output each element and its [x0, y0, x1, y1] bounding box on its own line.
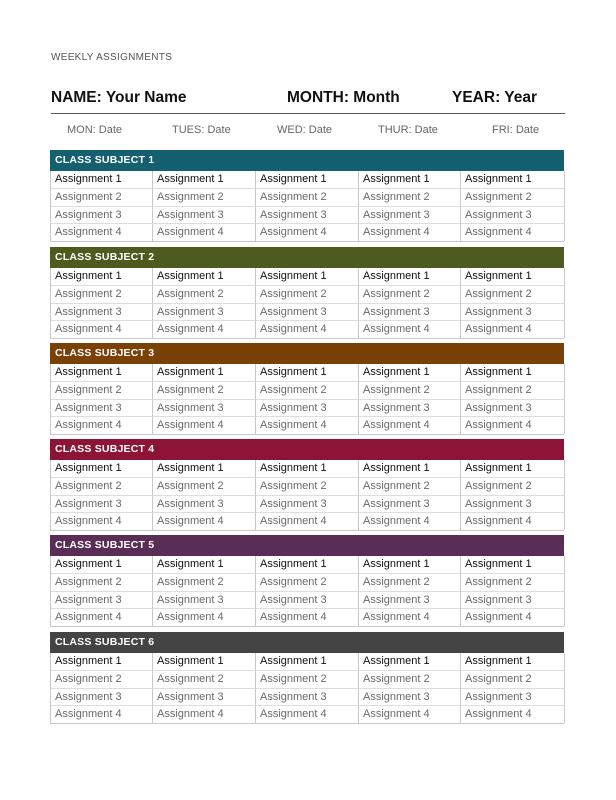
assignment-cell[interactable]: Assignment 3 — [359, 206, 461, 223]
assignment-cell[interactable]: Assignment 3 — [461, 495, 565, 512]
assignment-cell[interactable]: Assignment 4 — [359, 320, 461, 337]
assignment-cell[interactable]: Assignment 3 — [256, 399, 359, 416]
assignment-cell[interactable]: Assignment 3 — [256, 688, 359, 705]
assignment-cell[interactable]: Assignment 2 — [153, 188, 256, 205]
day-mon[interactable]: MON: Date — [67, 124, 123, 136]
assignment-cell[interactable]: Assignment 2 — [359, 573, 461, 590]
assignment-cell[interactable]: Assignment 4 — [359, 512, 461, 529]
assignment-cell[interactable]: Assignment 4 — [51, 223, 153, 240]
assignment-cell[interactable]: Assignment 3 — [256, 591, 359, 608]
assignment-cell[interactable]: Assignment 4 — [256, 705, 359, 722]
assignment-cell[interactable]: Assignment 3 — [461, 303, 565, 320]
subject-header: CLASS SUBJECT 4 — [50, 439, 564, 460]
header-divider — [51, 113, 565, 114]
assignment-cell[interactable]: Assignment 3 — [256, 303, 359, 320]
assignment-cell[interactable]: Assignment 2 — [153, 670, 256, 687]
assignment-cell[interactable]: Assignment 3 — [359, 688, 461, 705]
subject-header: CLASS SUBJECT 5 — [50, 535, 564, 556]
assignment-cell[interactable]: Assignment 2 — [256, 188, 359, 205]
assignment-cell[interactable]: Assignment 3 — [153, 495, 256, 512]
assignment-cell[interactable]: Assignment 2 — [359, 381, 461, 398]
assignment-cell[interactable]: Assignment 3 — [359, 591, 461, 608]
assignment-cell[interactable]: Assignment 3 — [51, 399, 153, 416]
assignment-cell[interactable]: Assignment 4 — [256, 512, 359, 529]
subject-block — [50, 535, 564, 627]
assignment-cell[interactable]: Assignment 4 — [461, 320, 565, 337]
assignment-cell[interactable]: Assignment 3 — [461, 591, 565, 608]
assignment-cell[interactable]: Assignment 4 — [461, 512, 565, 529]
document-label: WEEKLY ASSIGNMENTS — [51, 52, 173, 63]
assignment-cell[interactable]: Assignment 4 — [256, 320, 359, 337]
subject-header: CLASS SUBJECT 6 — [50, 632, 564, 653]
assignment-cell[interactable]: Assignment 2 — [256, 573, 359, 590]
assignment-grid — [50, 364, 564, 435]
assignment-cell[interactable]: Assignment 1 — [256, 268, 359, 285]
subject-block — [50, 343, 564, 435]
assignment-grid — [50, 653, 564, 724]
assignment-cell[interactable]: Assignment 3 — [461, 399, 565, 416]
assignment-cell[interactable]: Assignment 2 — [256, 477, 359, 494]
assignment-cell[interactable]: Assignment 1 — [51, 653, 153, 670]
assignment-cell[interactable]: Assignment 1 — [359, 171, 461, 188]
assignment-cell[interactable]: Assignment 3 — [51, 206, 153, 223]
assignment-cell[interactable]: Assignment 4 — [153, 320, 256, 337]
day-tues[interactable]: TUES: Date — [172, 124, 231, 136]
assignment-cell[interactable]: Assignment 2 — [461, 285, 565, 302]
assignment-cell[interactable]: Assignment 4 — [359, 608, 461, 625]
day-thur[interactable]: THUR: Date — [378, 124, 438, 136]
assignment-cell[interactable]: Assignment 4 — [461, 608, 565, 625]
assignment-cell[interactable]: Assignment 4 — [461, 416, 565, 433]
assignment-cell[interactable]: Assignment 4 — [51, 705, 153, 722]
assignment-cell[interactable]: Assignment 2 — [359, 670, 461, 687]
assignment-cell[interactable]: Assignment 2 — [359, 285, 461, 302]
subject-block — [50, 150, 564, 242]
assignment-cell[interactable]: Assignment 1 — [51, 171, 153, 188]
assignment-cell[interactable]: Assignment 2 — [153, 573, 256, 590]
assignment-cell[interactable]: Assignment 4 — [256, 416, 359, 433]
assignment-cell[interactable]: Assignment 1 — [461, 653, 565, 670]
assignment-cell[interactable]: Assignment 4 — [51, 512, 153, 529]
name-field[interactable]: NAME: Your Name — [51, 89, 187, 106]
assignment-grid — [50, 556, 564, 627]
assignment-cell[interactable]: Assignment 4 — [153, 608, 256, 625]
assignment-cell[interactable]: Assignment 4 — [153, 223, 256, 240]
assignment-cell[interactable]: Assignment 2 — [359, 188, 461, 205]
assignment-cell[interactable]: Assignment 3 — [153, 206, 256, 223]
assignment-cell[interactable]: Assignment 1 — [153, 460, 256, 477]
assignment-cell[interactable]: Assignment 2 — [51, 477, 153, 494]
assignment-cell[interactable]: Assignment 3 — [153, 303, 256, 320]
assignment-cell[interactable]: Assignment 2 — [256, 381, 359, 398]
assignment-cell[interactable]: Assignment 3 — [153, 688, 256, 705]
assignment-cell[interactable]: Assignment 1 — [461, 364, 565, 381]
assignment-cell[interactable]: Assignment 2 — [153, 285, 256, 302]
month-field[interactable]: MONTH: Month — [287, 89, 400, 106]
assignment-cell[interactable]: Assignment 1 — [461, 556, 565, 573]
assignment-cell[interactable]: Assignment 2 — [153, 381, 256, 398]
assignment-cell[interactable]: Assignment 4 — [51, 608, 153, 625]
assignment-cell[interactable]: Assignment 2 — [461, 670, 565, 687]
assignment-cell[interactable]: Assignment 1 — [359, 460, 461, 477]
assignment-cell[interactable]: Assignment 2 — [51, 573, 153, 590]
assignment-cell[interactable]: Assignment 4 — [461, 223, 565, 240]
assignment-cell[interactable]: Assignment 1 — [51, 364, 153, 381]
subject-header: CLASS SUBJECT 3 — [50, 343, 564, 364]
assignment-cell[interactable]: Assignment 2 — [51, 670, 153, 687]
assignment-cell[interactable]: Assignment 1 — [461, 460, 565, 477]
subject-header: CLASS SUBJECT 1 — [50, 150, 564, 171]
assignment-cell[interactable]: Assignment 1 — [461, 171, 565, 188]
assignment-cell[interactable]: Assignment 4 — [359, 223, 461, 240]
assignment-cell[interactable]: Assignment 1 — [256, 171, 359, 188]
assignment-cell[interactable]: Assignment 4 — [51, 416, 153, 433]
assignment-cell[interactable]: Assignment 3 — [51, 591, 153, 608]
assignment-cell[interactable]: Assignment 1 — [153, 556, 256, 573]
assignment-cell[interactable]: Assignment 1 — [461, 268, 565, 285]
assignment-cell[interactable]: Assignment 2 — [359, 477, 461, 494]
assignment-cell[interactable]: Assignment 1 — [153, 364, 256, 381]
assignment-grid — [50, 460, 564, 531]
assignment-cell[interactable]: Assignment 1 — [359, 268, 461, 285]
assignment-cell[interactable]: Assignment 2 — [461, 573, 565, 590]
assignment-cell[interactable]: Assignment 2 — [153, 477, 256, 494]
assignment-cell[interactable]: Assignment 4 — [256, 223, 359, 240]
assignment-cell[interactable]: Assignment 2 — [256, 285, 359, 302]
assignment-cell[interactable]: Assignment 1 — [153, 268, 256, 285]
assignment-cell[interactable]: Assignment 4 — [153, 512, 256, 529]
assignment-cell[interactable]: Assignment 2 — [51, 188, 153, 205]
subject-header: CLASS SUBJECT 2 — [50, 247, 564, 268]
assignment-cell[interactable]: Assignment 3 — [359, 495, 461, 512]
assignment-cell[interactable]: Assignment 4 — [153, 705, 256, 722]
assignment-cell[interactable]: Assignment 4 — [359, 705, 461, 722]
assignment-cell[interactable]: Assignment 4 — [256, 608, 359, 625]
assignment-cell[interactable]: Assignment 1 — [256, 556, 359, 573]
assignment-cell[interactable]: Assignment 1 — [51, 460, 153, 477]
assignment-cell[interactable]: Assignment 2 — [461, 477, 565, 494]
assignment-cell[interactable]: Assignment 3 — [153, 399, 256, 416]
assignment-cell[interactable]: Assignment 4 — [359, 416, 461, 433]
assignment-cell[interactable]: Assignment 1 — [153, 653, 256, 670]
assignment-cell[interactable]: Assignment 1 — [359, 556, 461, 573]
assignment-cell[interactable]: Assignment 1 — [359, 653, 461, 670]
assignment-cell[interactable]: Assignment 3 — [51, 303, 153, 320]
subject-block — [50, 439, 564, 531]
assignment-cell[interactable]: Assignment 3 — [256, 495, 359, 512]
assignment-grid — [50, 268, 564, 339]
assignment-cell[interactable]: Assignment 3 — [153, 591, 256, 608]
assignment-cell[interactable]: Assignment 2 — [461, 381, 565, 398]
assignment-cell[interactable]: Assignment 4 — [51, 320, 153, 337]
assignment-cell[interactable]: Assignment 2 — [256, 670, 359, 687]
assignment-cell[interactable]: Assignment 1 — [153, 171, 256, 188]
assignment-cell[interactable]: Assignment 1 — [51, 268, 153, 285]
assignment-cell[interactable]: Assignment 3 — [51, 495, 153, 512]
day-fri[interactable]: FRI: Date — [492, 124, 540, 136]
assignment-cell[interactable]: Assignment 3 — [256, 206, 359, 223]
assignment-cell[interactable]: Assignment 1 — [256, 460, 359, 477]
assignment-cell[interactable]: Assignment 2 — [461, 188, 565, 205]
assignment-cell[interactable]: Assignment 1 — [256, 653, 359, 670]
days-row — [51, 124, 565, 140]
assignment-cell[interactable]: Assignment 3 — [461, 206, 565, 223]
assignment-cell[interactable]: Assignment 3 — [359, 303, 461, 320]
assignment-cell[interactable]: Assignment 3 — [359, 399, 461, 416]
header-row — [51, 89, 565, 111]
assignment-grid — [50, 171, 564, 242]
assignment-cell[interactable]: Assignment 1 — [51, 556, 153, 573]
assignment-cell[interactable]: Assignment 1 — [256, 364, 359, 381]
assignment-cell[interactable]: Assignment 1 — [359, 364, 461, 381]
assignment-cell[interactable]: Assignment 3 — [461, 688, 565, 705]
subject-block — [50, 632, 564, 724]
assignment-cell[interactable]: Assignment 4 — [461, 705, 565, 722]
day-wed[interactable]: WED: Date — [277, 124, 333, 136]
year-field[interactable]: YEAR: Year — [452, 89, 538, 106]
assignment-cell[interactable]: Assignment 4 — [153, 416, 256, 433]
assignment-cell[interactable]: Assignment 2 — [51, 381, 153, 398]
subject-block — [50, 247, 564, 339]
assignment-cell[interactable]: Assignment 3 — [51, 688, 153, 705]
assignment-cell[interactable]: Assignment 2 — [51, 285, 153, 302]
